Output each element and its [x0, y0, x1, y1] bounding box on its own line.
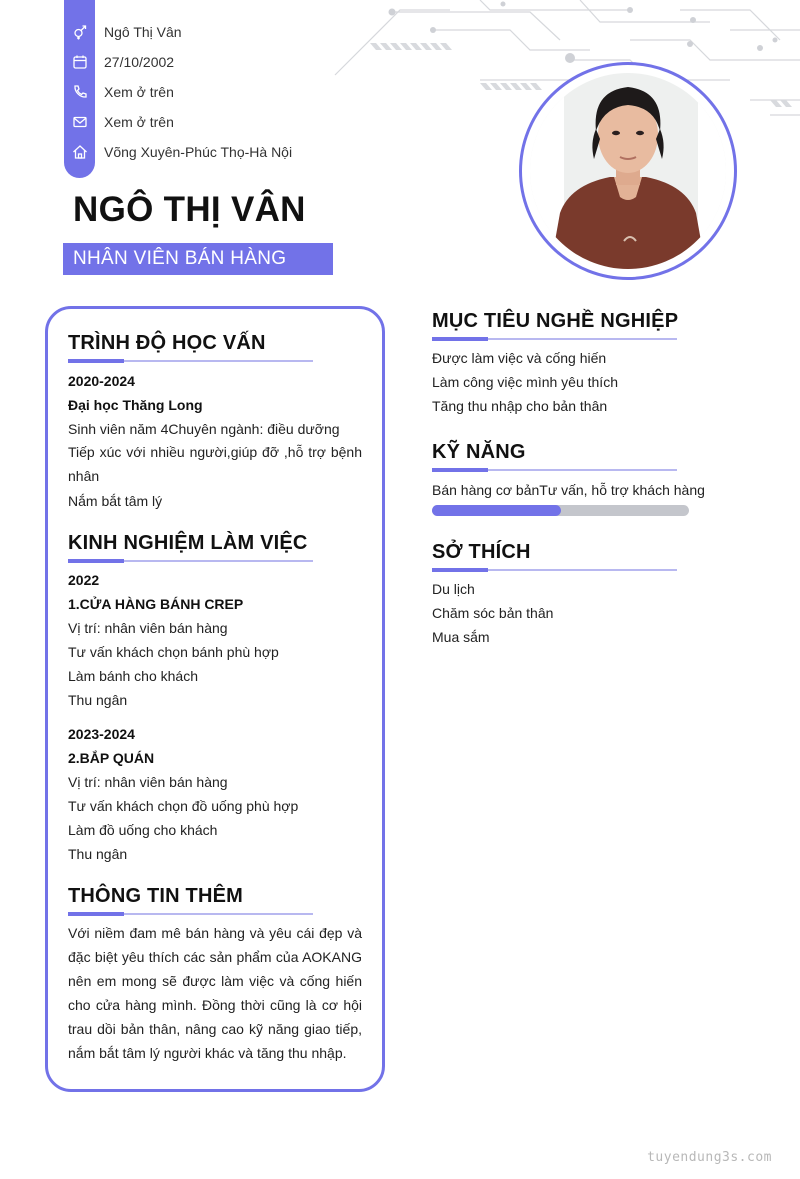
job-detail: Thu ngân [68, 846, 128, 862]
contact-birthday: 27/10/2002 [104, 54, 175, 70]
job-detail: Tư vấn khách chọn bánh phù hợp [68, 644, 279, 660]
education-period: 2020-2024 [68, 373, 135, 389]
experience-divider [68, 560, 313, 562]
objective-item: Tăng thu nhập cho bản thân [432, 398, 608, 414]
contact-gender: Ngô Thị Vân [104, 24, 182, 40]
skills-title: KỸ NĂNG [432, 441, 526, 463]
job-company: 2.BẮP QUÁN [68, 750, 155, 766]
job-position: NHÂN VIÊN BÁN HÀNG [63, 243, 333, 275]
job-period: 2023-2024 [68, 726, 135, 742]
extra-info-divider [68, 913, 313, 915]
email-icon [64, 114, 95, 130]
skill-label: Bán hàng cơ bảnTư vấn, hỗ trợ khách hàng [432, 482, 705, 498]
home-icon [64, 144, 95, 160]
job-detail: Vị trí: nhân viên bán hàng [68, 774, 228, 790]
objective-divider [432, 338, 677, 340]
job-detail: Làm bánh cho khách [68, 668, 198, 684]
calendar-icon [64, 54, 95, 70]
job-company: 1.CỬA HÀNG BÁNH CREP [68, 596, 244, 612]
education-school: Đại học Thăng Long [68, 397, 203, 413]
contact-phone-row [64, 80, 174, 104]
skill-progress-bar [432, 505, 689, 516]
contact-email-row [64, 110, 174, 134]
objective-item: Được làm việc và cống hiến [432, 350, 607, 366]
phone-icon [64, 84, 95, 100]
job-detail: Làm đồ uống cho khách [68, 822, 218, 838]
hobbies-divider [432, 569, 677, 571]
skills-divider [432, 469, 677, 471]
candidate-name: NGÔ THỊ VÂN [73, 190, 306, 229]
skill-progress-fill [432, 505, 561, 516]
avatar [530, 73, 726, 269]
hobby-item: Chăm sóc bản thân [432, 605, 554, 621]
contact-email: Xem ở trên [104, 114, 174, 130]
education-title: TRÌNH ĐỘ HỌC VẤN [68, 332, 266, 354]
contact-birthday-row [64, 50, 174, 74]
contact-address-row [64, 140, 292, 164]
hobby-item: Mua sắm [432, 629, 490, 645]
education-line: Tiếp xúc với nhiều người,giúp đỡ ,hỗ trợ bệnh nhân [68, 444, 362, 484]
job-detail: Thu ngân [68, 692, 128, 708]
extra-info-text: Với niềm đam mê bán hàng và yêu cái đẹp và đặc biệt yêu thích các sản phẩm của AOKANG nên em mong sẽ được làm việc và cống hiến cho cửa hàng mình. Đồng thời cũng là cơ hội trau dồi bản thân, nâng cao kỹ năng giao tiếp, nắm bắt tâm lý người khác và tăng thu nhập. [68, 925, 362, 1061]
objective-title: MỤC TIÊU NGHỀ NGHIỆP [432, 310, 679, 332]
watermark: tuyendung3s.com [647, 1150, 772, 1165]
gender-icon [64, 24, 95, 40]
extra-info-title: THÔNG TIN THÊM [68, 885, 244, 907]
education-line: Nắm bắt tâm lý [68, 493, 163, 509]
job-period: 2022 [68, 572, 100, 588]
contact-phone: Xem ở trên [104, 84, 174, 100]
hobbies-title: SỞ THÍCH [432, 541, 531, 563]
contact-gender-row [64, 20, 182, 44]
job-detail: Tư vấn khách chọn đồ uống phù hợp [68, 798, 299, 814]
job-detail: Vị trí: nhân viên bán hàng [68, 620, 228, 636]
experience-title: KINH NGHIỆM LÀM VIỆC [68, 532, 308, 554]
contact-address: Võng Xuyên-Phúc Thọ-Hà Nội [104, 144, 293, 160]
objective-item: Làm công việc mình yêu thích [432, 374, 618, 390]
education-line: Sinh viên năm 4Chuyên ngành: điều dưỡng [68, 421, 340, 437]
hobby-item: Du lịch [432, 581, 475, 597]
education-divider [68, 360, 313, 362]
